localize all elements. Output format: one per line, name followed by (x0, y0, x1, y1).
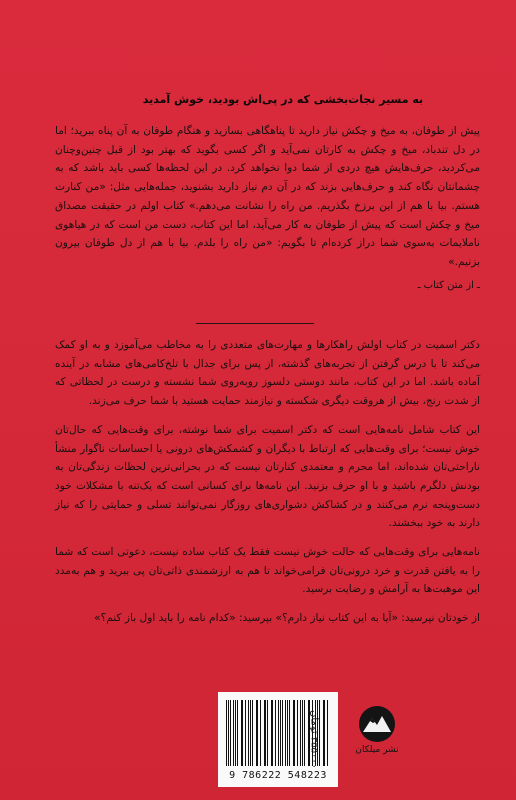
description-paragraph-4: از خودتان نپرسید: «آیا به این کتاب نیاز دارم؟» بپرسید: «کدام نامه را باید اول باز کنم؟» (94, 612, 480, 625)
barcode-bar (226, 700, 227, 766)
cover-heading: به مسیر نجات‌بخشی که در پی‌اش بودید، خوش آمدید (142, 93, 424, 106)
mountain-logo-icon (358, 705, 396, 743)
barcode-bar (278, 700, 279, 766)
publisher-logo (345, 705, 409, 769)
description-paragraph-3: نامه‌هایی برای وقت‌هایی که حالت خوش نیست فقط یک کتاب ساده نیست، دعوتی است که شما را به یافتن قدرت و خرد درونی‌تان فرامی‌خواند تا هم به ارزشمندی ذاتی‌تان پی ببرید و هم به‌مدد این موهبت‌ها به آرامش و رضایت برسید. (55, 546, 480, 596)
description-block (55, 336, 480, 638)
barcode-bar (233, 700, 234, 766)
barcode-digits: 9 786222 548223 (229, 770, 327, 781)
barcode-bar (237, 700, 238, 766)
excerpt-block (55, 122, 480, 291)
barcode-bar (248, 700, 249, 766)
description-paragraph-1: دکتر اسمیت در کتاب اولش راهکارها و مهارت‌های متعددی را به مخاطب می‌آموزد و به او کمک می‌کند تا با درس گرفتن از تجربه‌های گذشته، از پس برای جدال با تلخ‌کامی‌های مشابه در آینده آماده باشد. اما در این کتاب، مانند دوستی دلسوز روبه‌روی شما نشسته و درست در لحظاتی که از شدت رنج، بیش از هروقت دیگری شکسته و نیازمند حمایت هستید با شما حرف می‌زند. (55, 339, 480, 408)
barcode-bar (293, 700, 294, 766)
excerpt-text: پیش از طوفان، به میخ و چکش نیاز دارید تا پناهگاهی بسازید و هنگام طوفان به آن پناه ببرید؛ اما در دل تندباد، میخ و چکش به کارتان نمی‌آید و اگر کسی بگوید که بهتر بود از قبل چنین‌وچنان می‌کردید، حرف‌هایش هیچ دردی از شما دوا نخواهد کرد. در این لحظه‌ها کسی باید باشد که به چشمانتان نگاه کند و حرف‌هایی بزند که در آن دم نیاز دارید بشنوید، جمله‌هایی مثل: «من کنارت هستم. بیا با هم از این برزخ بگذریم. من راه را نشانت می‌دهم.» کتاب اولم در حقیقت مصداق میخ و چکش است که پیش از طوفان به کار می‌آید، اما این کتاب، دست من است که در هیاهوی ناملایمات به‌سوی شما دراز کرده‌ام تا بگویم: «من راه را بلدم. بیا با هم از دل طوفان بیرون بزنیم.» (55, 125, 480, 268)
section-divider (196, 323, 314, 324)
barcode-bar (294, 700, 295, 766)
barcode-bar (260, 700, 261, 766)
publisher-name: نشر میلکان (355, 745, 399, 755)
barcode-bar (256, 700, 257, 766)
barcode-bar (245, 700, 246, 766)
excerpt-source: ـ از متن کتاب ـ (417, 279, 480, 291)
barcode-bar (272, 700, 273, 766)
price-label: ۳۵۵۰۰۰ تومان (308, 709, 320, 770)
barcode-bar (285, 700, 286, 766)
description-paragraph-2: این کتاب شامل نامه‌هایی است که دکتر اسمیت برای شما نوشته، برای وقت‌هایی که حال‌تان خوش نیست؛ برای وقت‌هایی که ارتباط با دیگران و کشمکش‌های درونی یا احساسات ناگوار منشأ ناراحتی‌تان شده‌اند، اما محرم و معتمدی کنارتان نیست که در بحرانی‌ترین لحظات زندگی‌تان به بودنش دلگرم باشید و با او حرف بزنید. این نامه‌ها برای کسانی است که یک‌تنه با مشکلات خود دست‌وپنجه نرم می‌کنند و در کشاکش دشواری‌های روزگار نمی‌توانند تسلی و حمایتی را که نیاز دارند به خود ببخشند. (55, 423, 480, 530)
barcode-bar (267, 700, 268, 766)
